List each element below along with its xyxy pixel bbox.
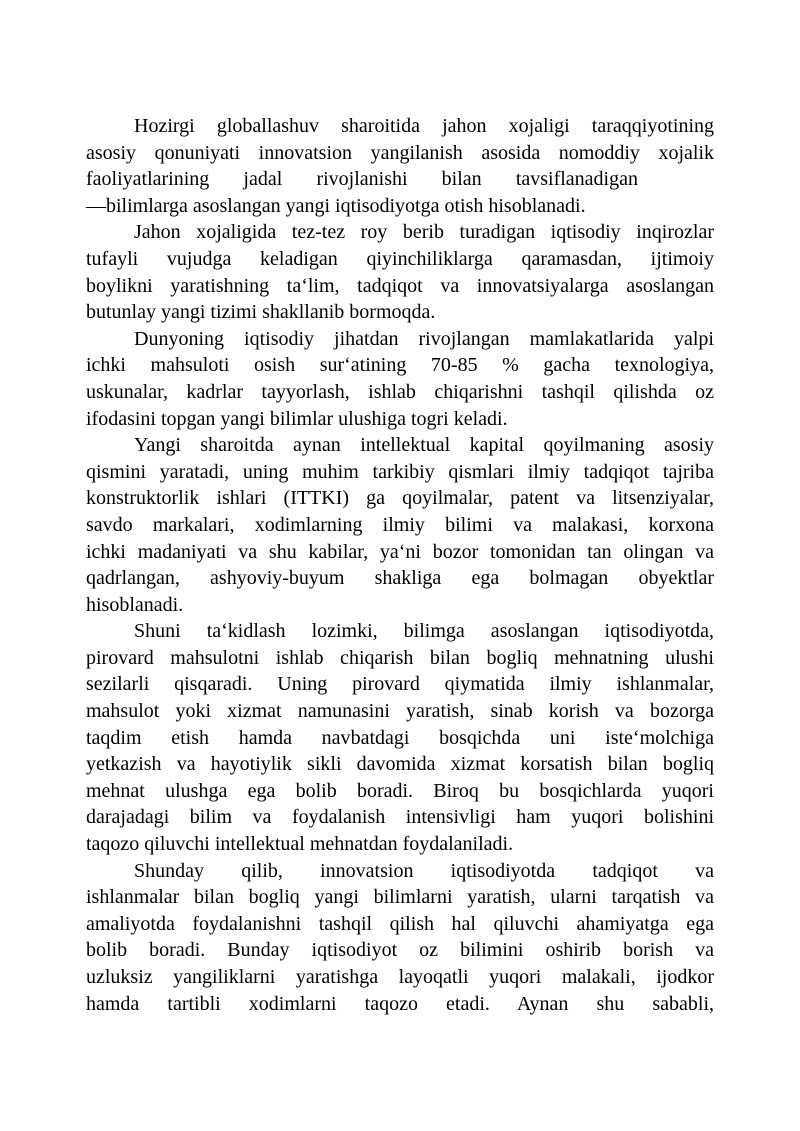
text-line: taqozo qiluvchi intellektual mehnatdan foydalaniladi. <box>86 833 514 856</box>
text-line: ichki mahsuloti osish sur‘atining 70-85 % gacha texnologiya, <box>86 354 714 377</box>
text-line: Shunday qilib, innovatsion iqtisodiyotda tadqiqot va <box>134 859 714 882</box>
text-line: mehnat ulushga ega bolib boradi. Biroq bu bosqichlarda yuqori <box>86 779 714 802</box>
text-line: qadrlangan, ashyoviy-buyum shakliga ega bolmagan obyektlar <box>86 567 714 590</box>
paragraph-3 <box>86 326 714 432</box>
document-page <box>86 113 714 1017</box>
text-line: hisoblanadi. <box>86 593 184 616</box>
text-line: uskunalar, kadrlar tayyorlash, ishlab chiqarishni tashqil qilishda oz <box>86 380 714 403</box>
text-line: faoliyatlarining jadal rivojlanishi bilan tavsiflanadigan <box>86 168 638 191</box>
text-line: ishlanmalar bilan bogliq yangi bilimlarni yaratish, ularni tarqatish va <box>86 886 714 909</box>
paragraph-4 <box>86 432 714 618</box>
text-line: Shuni ta‘kidlash lozimki, bilimga asoslangan iqtisodiyotda, <box>134 620 714 643</box>
text-line: —bilimlarga asoslangan yangi iqtisodiyotga otish hisoblanadi. <box>86 194 586 217</box>
paragraph-2 <box>86 219 714 325</box>
text-line: pirovard mahsulotni ishlab chiqarish bilan bogliq mehnatning ulushi <box>86 646 714 669</box>
text-line: tufayli vujudga keladigan qiyinchiliklarga qaramasdan, ijtimoiy <box>86 247 714 270</box>
text-line: hamda tartibli xodimlarni taqozo etadi. Aynan shu sababli, <box>86 992 714 1015</box>
text-line: darajadagi bilim va foydalanish intensivligi ham yuqori bolishini <box>86 806 714 829</box>
text-line: Hozirgi globallashuv sharoitida jahon xojaligi taraqqiyotining <box>134 115 714 137</box>
paragraph-6 <box>86 858 714 1018</box>
paragraph-1 <box>86 113 714 219</box>
text-line: Yangi sharoitda aynan intellektual kapital qoyilmaning asosiy <box>134 434 714 457</box>
text-line: sezilarli qisqaradi. Uning pirovard qiymatida ilmiy ishlanmalar, <box>86 673 714 696</box>
text-line: ichki madaniyati va shu kabilar, ya‘ni bozor tomonidan tan olingan va <box>86 540 714 563</box>
text-line: mahsulot yoki xizmat namunasini yaratish, sinab korish va bozorga <box>86 700 714 723</box>
text-line: butunlay yangi tizimi shakllanib bormoqda. <box>86 301 436 324</box>
text-line: boylikni yaratishning ta‘lim, tadqiqot va innovatsiyalarga asoslangan <box>86 274 714 297</box>
text-line: savdo markalari, xodimlarning ilmiy bilimi va malakasi, korxona <box>86 513 714 536</box>
text-line: uzluksiz yangiliklarni yaratishga layoqatli yuqori malakali, ijodkor <box>86 966 714 988</box>
text-line: taqdim etish hamda navbatdagi bosqichda uni iste‘molchiga <box>86 726 714 749</box>
text-line: qismini yaratadi, uning muhim tarkibiy qismlari ilmiy tadqiqot tajriba <box>86 460 714 483</box>
text-line: konstruktorlik ishlari (ITTKI) ga qoyilmalar, patent va litsenziyalar, <box>86 487 714 510</box>
text-line: Jahon xojaligida tez-tez roy berib turadigan iqtisodiy inqirozlar <box>134 221 714 244</box>
text-line: amaliyotda foydalanishni tashqil qilish hal qiluvchi ahamiyatga ega <box>86 912 714 935</box>
text-line: bolib boradi. Bunday iqtisodiyot oz bilimini oshirib borish va <box>86 939 714 962</box>
text-line: yetkazish va hayotiylik sikli davomida xizmat korsatish bilan bogliq <box>86 753 714 776</box>
text-line: asosiy qonuniyati innovatsion yangilanish asosida nomoddiy xojalik <box>86 141 714 164</box>
paragraph-5 <box>86 618 714 857</box>
text-line: Dunyoning iqtisodiy jihatdan rivojlangan mamlakatlarida yalpi <box>134 327 714 350</box>
text-line: ifodasini topgan yangi bilimlar ulushiga togri keladi. <box>86 407 508 430</box>
